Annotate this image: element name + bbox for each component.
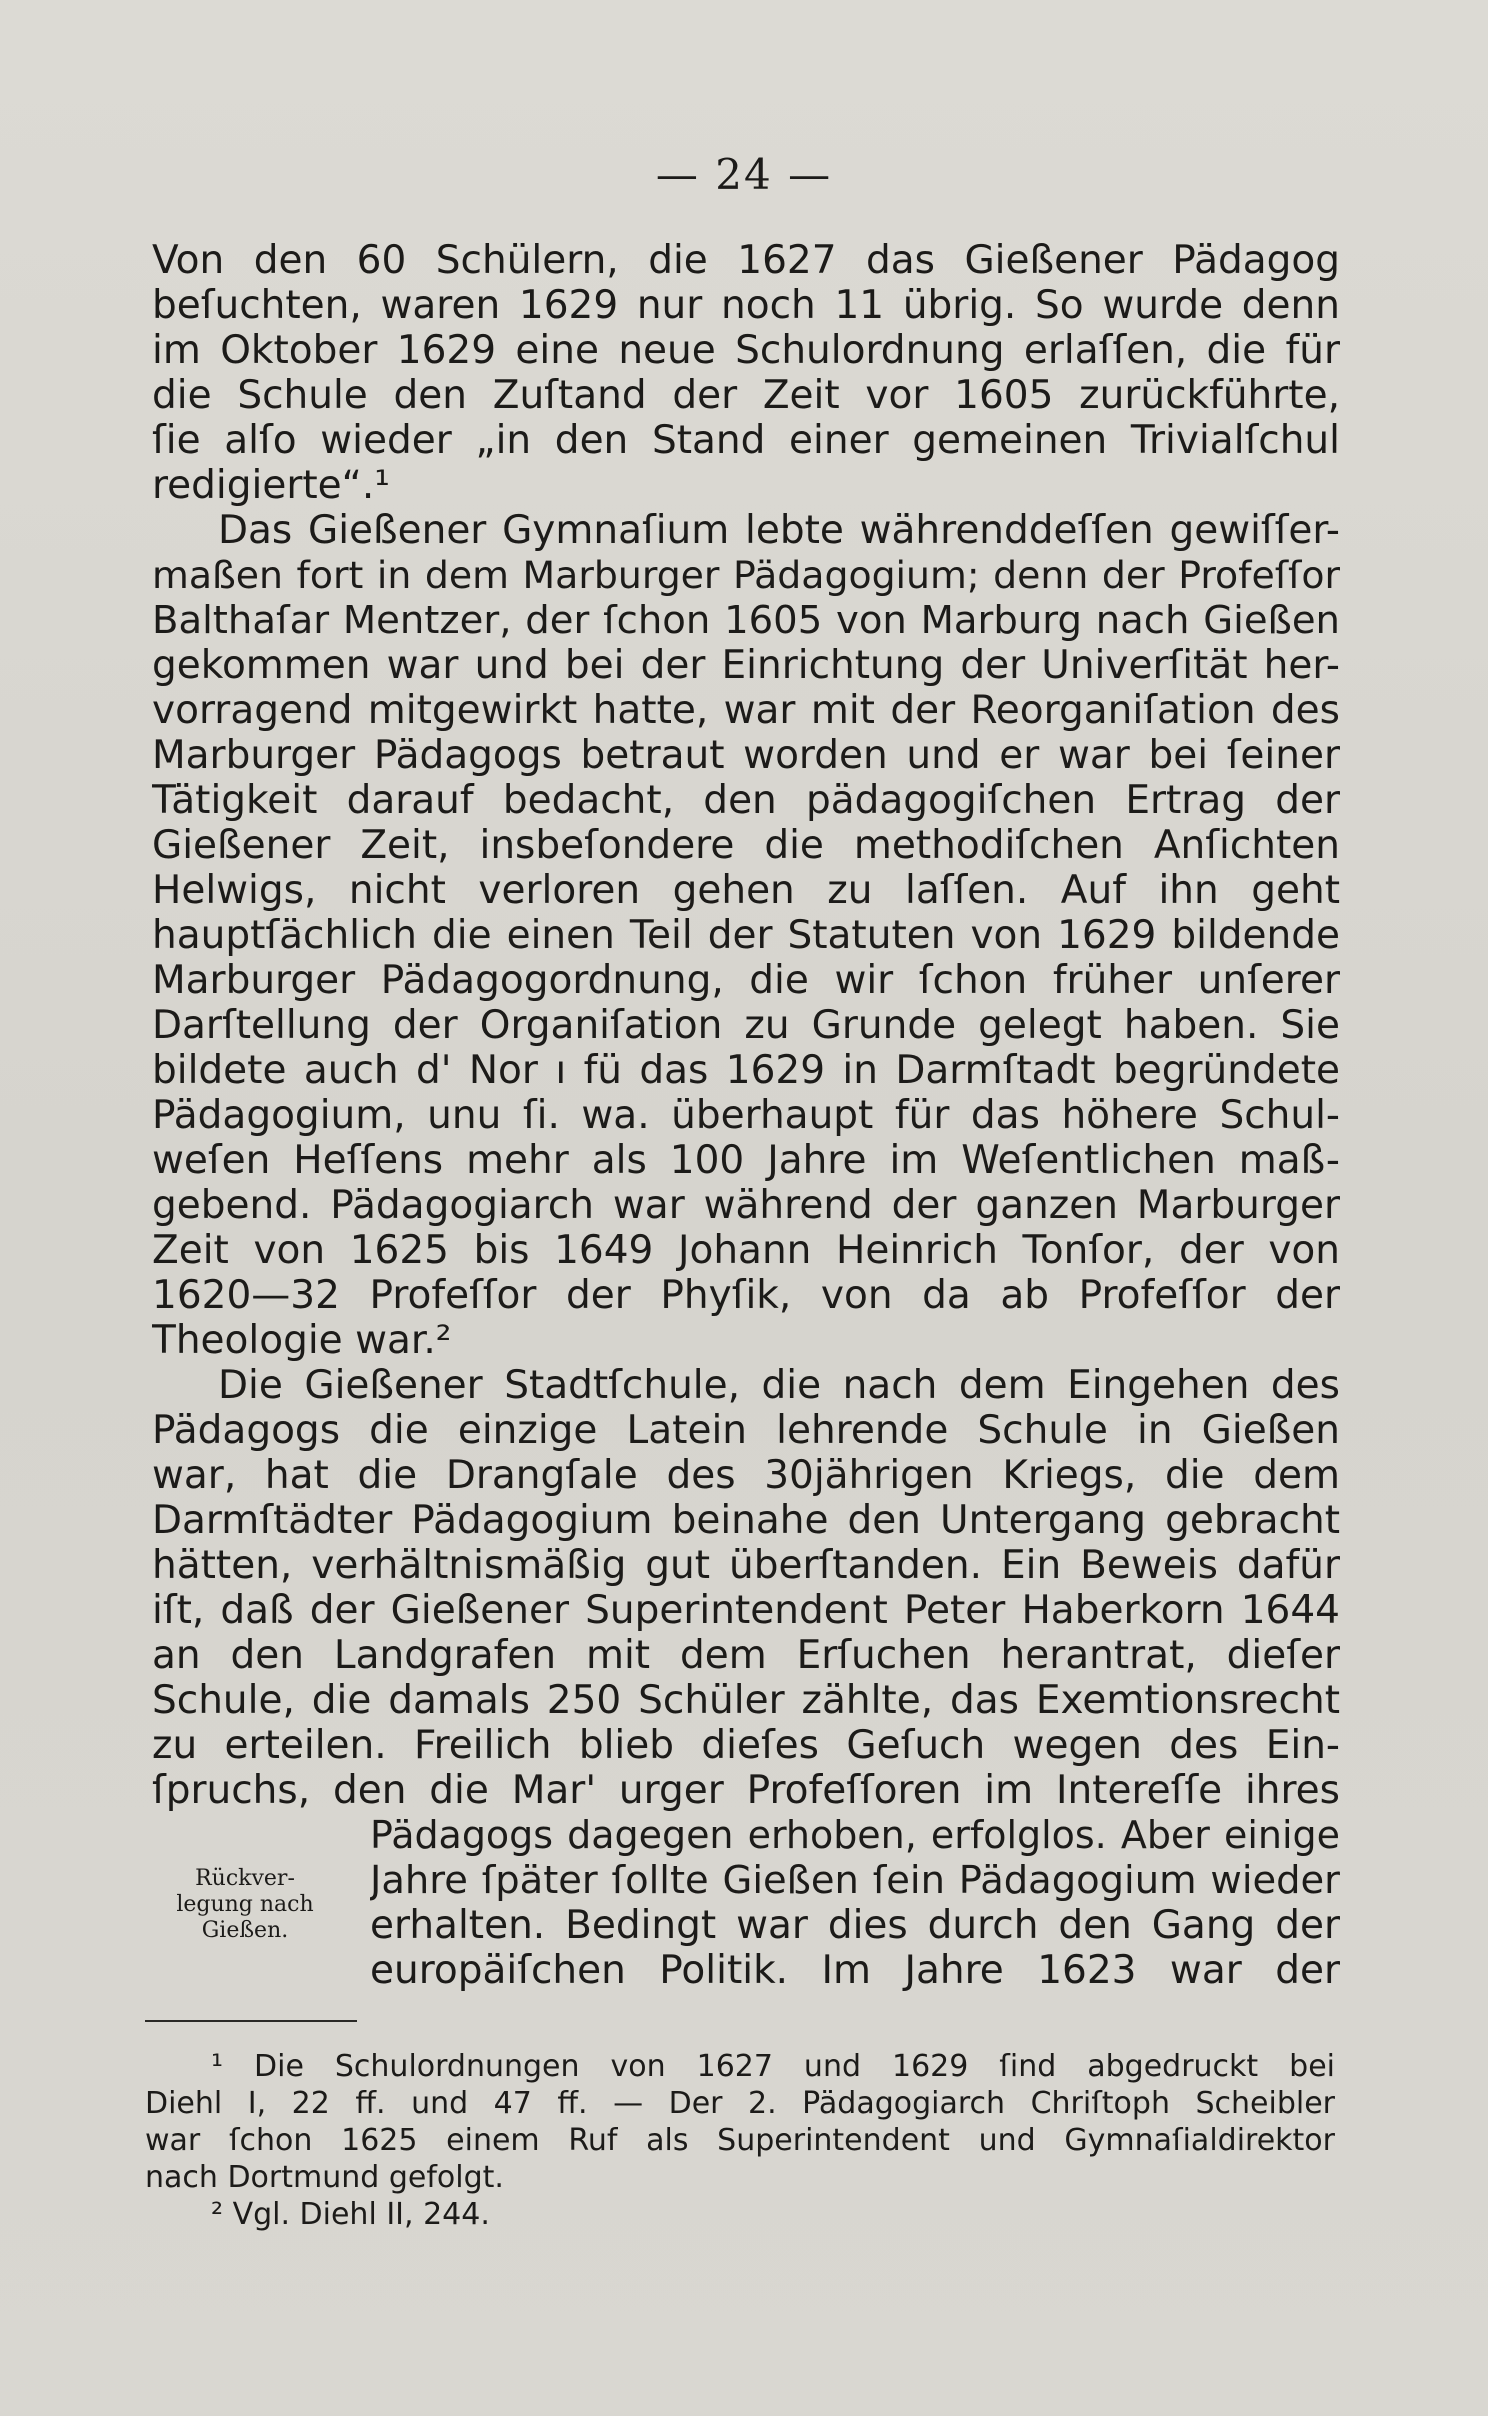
body-line: die Schule den Zuſtand der Zeit vor 1605 zurückführte, (152, 373, 1340, 418)
body-line: Pädagogs die einzige Latein lehrende Schule in Gießen (152, 1408, 1340, 1453)
footnotes (145, 2048, 1335, 2233)
body-line: maßen fort in dem Marburger Pädagogium; denn der Profeſſor (152, 553, 1340, 597)
body-line: Balthaſar Mentzer, der ſchon 1605 von Marburg nach Gießen (152, 598, 1340, 643)
body-line: beſuchten, waren 1629 nur noch 11 übrig. So wurde denn (152, 283, 1340, 328)
body-line: 1620—32 Profeſſor der Phyſik, von da ab Profeſſor der (152, 1273, 1340, 1318)
margin-note-line: legung nach (176, 1892, 314, 1917)
body-line: redigierte“.¹ (152, 463, 390, 508)
body-line: war, hat die Drangſale des 30jährigen Kriegs, die dem (152, 1453, 1340, 1498)
body-line: im Oktober 1629 eine neue Schulordnung erlaſſen, die für (152, 328, 1340, 373)
body-line: Marburger Pädagogordnung, die wir ſchon früher unſerer (152, 958, 1340, 1003)
body-line: Das Gießener Gymnaſium lebte währenddeſſen gewiſſer- (218, 508, 1340, 553)
body-line: Gießener Zeit, insbeſondere die methodiſchen Anſichten (152, 823, 1340, 868)
body-line: ſie alſo wieder „in den Stand einer gemeinen Trivialſchul (152, 418, 1340, 463)
footnote-line: Diehl I, 22 ff. und 47 ff. — Der 2. Pädagogiarch Chriſtoph Scheibler (145, 2086, 1335, 2121)
body-line: Darſtellung der Organiſation zu Grunde gelegt haben. Sie (152, 1003, 1340, 1048)
body-line: bildete auch d' Nor ı fü das 1629 in Darmſtadt begründete (152, 1048, 1340, 1093)
body-line: iſt, daß der Gießener Superintendent Peter Haberkorn 1644 (152, 1588, 1340, 1633)
body-line: Helwigs, nicht verloren gehen zu laſſen. Auf ihn geht (152, 868, 1340, 913)
body-line: Darmſtädter Pädagogium beinahe den Untergang gebracht (152, 1498, 1340, 1543)
margin-note-line: Gießen. (201, 1918, 289, 1943)
body-line: vorragend mitgewirkt hatte, war mit der Reorganiſation des (152, 688, 1340, 733)
body-line: Tätigkeit darauf bedacht, den pädagogiſchen Ertrag der (152, 778, 1340, 823)
body-line: weſen Heſſens mehr als 100 Jahre im Weſentlichen maß- (152, 1138, 1340, 1183)
body-line: zu erteilen. Freilich blieb dieſes Geſuch wegen des Ein- (152, 1723, 1340, 1768)
body-line: Zeit von 1625 bis 1649 Johann Heinrich Tonſor, der von (152, 1228, 1340, 1273)
body-line-beside-note: Pädagogs dagegen erhoben, erfolglos. Aber einige (370, 1813, 1340, 1857)
body-line-beside-note: erhalten. Bedingt war dies durch den Gang der (370, 1903, 1340, 1948)
margin-note-line: Rückver- (195, 1866, 295, 1891)
body-line-beside-note: Jahre ſpäter ſollte Gießen ſein Pädagogium wieder (370, 1858, 1340, 1903)
body-line: ſpruchs, den die Mar' urger Profeſſoren im Intereſſe ihres (152, 1768, 1340, 1813)
body-line: hauptſächlich die einen Teil der Statuten von 1629 bildende (152, 913, 1340, 958)
body-text (152, 238, 1340, 1993)
body-line: Von den 60 Schülern, die 1627 das Gießener Pädagog (152, 238, 1340, 283)
body-line-beside-note: europäiſchen Politik. Im Jahre 1623 war der (370, 1948, 1340, 1993)
page-number: — 24 — (655, 150, 833, 199)
footnote-line: ¹ Die Schulordnungen von 1627 und 1629 ſind abgedruckt bei (211, 2049, 1335, 2084)
body-line: Pädagogium, unu ſi. wa. überhaupt für das höhere Schul- (152, 1093, 1340, 1138)
body-line: Theologie war.² (152, 1318, 452, 1363)
body-line: Die Gießener Stadtſchule, die nach dem Eingehen des (218, 1363, 1340, 1408)
footnote-line: ² Vgl. Diehl II, 244. (211, 2197, 490, 2232)
margin-note (145, 1866, 345, 1944)
footnote-line: war ſchon 1625 einem Ruf als Superintendent und Gymnaſialdirektor (145, 2123, 1335, 2158)
body-line: an den Landgrafen mit dem Erſuchen herantrat, dieſer (152, 1633, 1340, 1678)
body-line: gebend. Pädagogiarch war während der ganzen Marburger (152, 1183, 1340, 1228)
body-line: gekommen war und bei der Einrichtung der Univerſität her- (152, 643, 1340, 688)
body-line: hätten, verhältnismäßig gut überſtanden. Ein Beweis dafür (152, 1543, 1340, 1588)
body-line: Marburger Pädagogs betraut worden und er war bei ſeiner (152, 733, 1340, 778)
body-line: Schule, die damals 250 Schüler zählte, das Exemtionsrecht (152, 1678, 1340, 1723)
footnote-separator (145, 2020, 357, 2022)
footnote-line: nach Dortmund gefolgt. (145, 2160, 504, 2195)
